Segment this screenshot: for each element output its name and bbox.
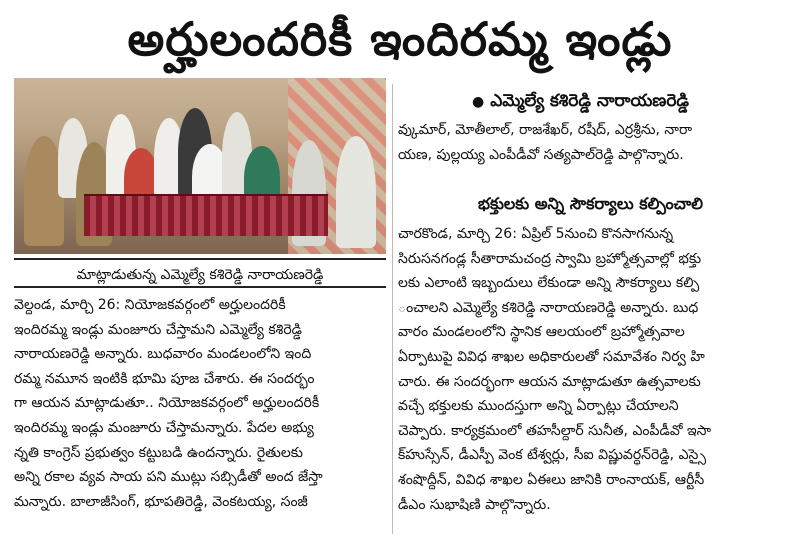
text-line: వారం మండలంలోని స్థానిక ఆలయంలో బ్రహ్మోత్సవాల (398, 324, 685, 341)
text-line: ఏర్పాటుపై వివిధ శాఖల అధికారులతో సమావేశం నిర్వ హి (398, 348, 705, 365)
right-column-body (398, 222, 794, 517)
column-divider (392, 84, 393, 534)
text-line: వ్కుమార్, మోతీలాల్, రాజశేఖర్, రషీద్, ఎర్రశ్రీను, నారా (398, 122, 693, 138)
text-line: ంచాలని ఎమ్మెల్యే కశిరెడ్డి నారాయణరెడ్డి అన్నారు. బుధ (398, 299, 699, 316)
text-line: మన్నారు. బాలాజీసింగ్, భూపతిరెడ్డి, వెంకటయ్య, సంజీ (14, 493, 308, 510)
text-line: వెల్దండ, మార్చి 26: నియోజకవర్గంలో అర్హులందరికీ (14, 297, 286, 313)
text-line: యణ, పుల్లయ్య ఎంపీడీవో సత్యపాల్‌రెడ్డి పాల్గొన్నారు. (398, 146, 684, 163)
text-line: రమ్మ నమూన ఇంటికి భూమి పూజ చేశారు. ఈ సందర్భం (14, 370, 315, 387)
text-line: గా ఆయన మాట్లాడుతూ.. నియోజకవర్గంలో అర్హులందరికీ (14, 395, 320, 412)
text-line: శంషొద్దీన్, వివిధ శాఖల ఏఈలు జానికి రాంనాయక్, ఆర్టీసీ (398, 471, 705, 488)
news-photo (14, 78, 386, 254)
text-line: సిరుసనగండ్ల సీతారామచంద్ర స్వామి బ్రహ్మోత్సవాల్లో భక్తు (398, 250, 702, 267)
text-line: లకు ఎలాంటి ఇబ్బందులు లేకుండా అన్ని సౌకర్యాలు కల్పి (398, 275, 700, 292)
subheading: భక్తులకు అన్ని సౌకర్యాలు కల్పించాలి (478, 194, 703, 213)
bullet-icon: ● (472, 94, 485, 110)
text-line: డీఎం సుభాషిణి పాల్గొన్నారు. (398, 496, 551, 513)
text-line: ఇందిరమ్మ ఇండ్లు మంజూరు చేస్తామన్నారు. పేదల అభ్యు (14, 419, 314, 436)
text-line: చారకొండ, మార్చి 26: ఏప్రిల్ 5నుంచి కొనసాగనున్న (398, 226, 674, 242)
text-line: అన్ని రకాల వ్యవ సాయ పని ముట్లు సబ్సిడీతో అంద జేస్తా (14, 469, 323, 486)
text-line: క్‌హుస్సేన్, డీఎస్పీ వెంక టేశ్వర్లు, సీఐ విష్ణువర్ధన్‌రెడ్డి, ఎస్సై (398, 447, 707, 464)
byline-text: ఎమ్మెల్యే కశిరెడ్డి నారాయణరెడ్డి (490, 91, 690, 111)
byline (472, 86, 792, 116)
text-line: నారాయణరెడ్డి అన్నారు. బుధవారం మండలంలోని ఇంది (14, 346, 312, 363)
text-line: న్నతి కాంగ్రెస్ ప్రభుత్వం కట్టుబడి ఉందన్నారు. రైతులకు (14, 444, 303, 461)
right-column-top (398, 118, 794, 167)
text-line: చెప్పారు. కార్యక్రమంలో తహసీల్దార్ సునీత, ఎంపీడీవో ఇసా (398, 422, 712, 439)
photo-caption: మాట్లాడుతున్న ఎమ్మెల్యే కశిరెడ్డి నారాయణరెడ్డి (14, 258, 386, 288)
text-line: చారు. ఈ సందర్భంగా ఆయన మాట్లాడుతూ ఉత్సవాలకు (398, 373, 701, 390)
text-line: ఇందిరమ్మ ఇండ్లు మంజూరు చేస్తామని ఎమ్మెల్యే కశిరెడ్డి (14, 321, 303, 338)
left-column-body (14, 293, 388, 514)
table (84, 194, 328, 236)
headline: అర్హులందరికీ ఇందిరమ్మ ఇండ్లు (127, 12, 673, 66)
text-line: వచ్చే భక్తులకు ముందస్తుగా అన్ని ఏర్పాట్లు చేయాలని (398, 398, 679, 415)
